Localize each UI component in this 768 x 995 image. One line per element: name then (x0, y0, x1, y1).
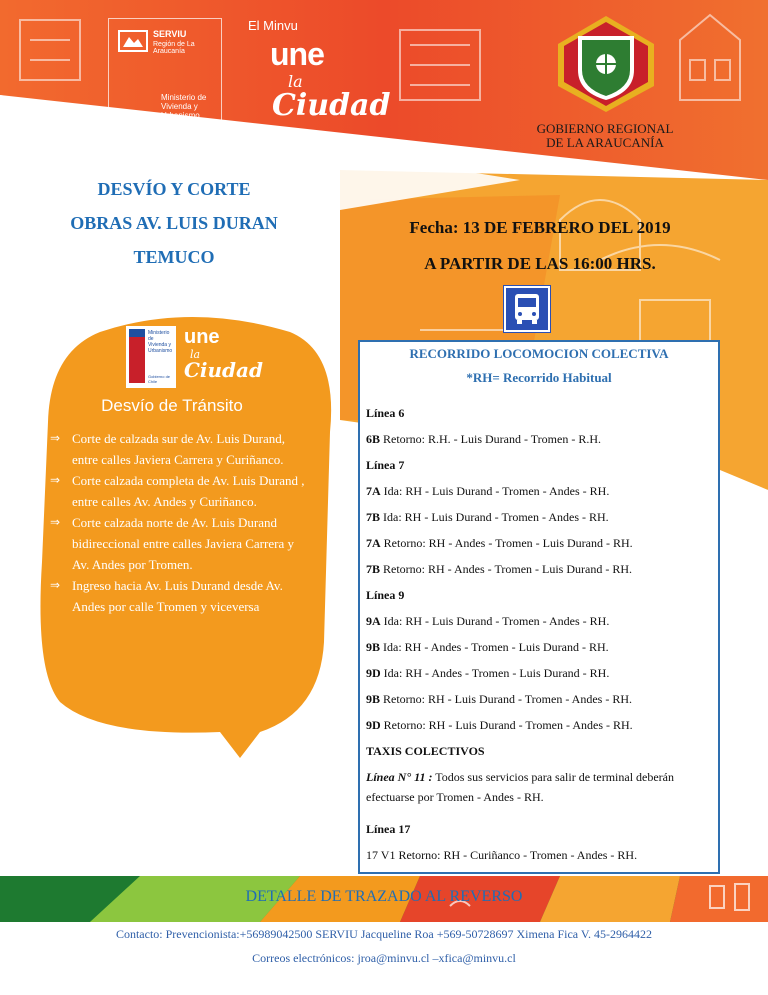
contact-line: Contacto: Prevencionista:+56989042500 SERVIU Jacqueline Roa +569-50728697 Ximena Fica V. 45-2964422 (115, 927, 653, 941)
la-text: la (288, 72, 303, 91)
gobierno-line-2: DE LA ARAUCANÍA (546, 135, 664, 150)
une-text: une (270, 36, 324, 72)
route-group-header: Línea 7 (366, 458, 405, 472)
route-row (366, 426, 712, 452)
route-description: Retorno: RH - Andes - Tromen - Luis Durand - RH. (380, 562, 633, 576)
route-description: Retorno: RH - Luis Durand - Tromen - Andes - RH. (380, 718, 633, 732)
list-item (50, 575, 312, 617)
routes-heading: RECORRIDO LOCOMOCION COLECTIVA (409, 346, 669, 361)
route-description: Ida: RH - Luis Durand - Tromen - Andes - RH. (380, 484, 610, 498)
route-code: 9B (366, 640, 381, 654)
route-row (366, 686, 712, 712)
route-description: Ida: RH - Luis Durand - Tromen - Andes - RH. (380, 510, 609, 524)
route-code: 9A (366, 614, 381, 628)
route-description: Ida: RH - Andes - Tromen - Luis Durand - RH. (380, 666, 610, 680)
route-code: 7B (366, 562, 381, 576)
detour-item-text: Ingreso hacia Av. Luis Durand desde Av. Andes por calle Tromen y viceversa (72, 578, 283, 614)
route-row (366, 634, 712, 660)
gov-badge-text: Gobierno de Chile (148, 374, 171, 384)
route-group-header: TAXIS COLECTIVOS (366, 744, 485, 758)
route-code: 9D (366, 718, 381, 732)
emails-line: Correos electrónicos: jroa@minvu.cl –xfica@minvu.cl (252, 951, 516, 965)
ministry-badge (126, 326, 176, 388)
une-la-ciudad-logo (230, 18, 390, 128)
list-item (50, 428, 312, 470)
detour-item-text: Corte calzada norte de Av. Luis Durand bidireccional entre calles Javiera Carrera y Av. Andes por Tromen. (72, 515, 294, 572)
serviu-logo (108, 18, 222, 125)
detour-item-text: Corte calzada completa de Av. Luis Durand , entre calles Av. Andes y Curiñanco. (72, 473, 305, 509)
arrow-right-icon: ⇒ (50, 515, 61, 529)
route-description: Retorno: RH - Andes - Tromen - Luis Durand - RH. (380, 536, 633, 550)
route-code: 7A (366, 484, 381, 498)
route-row (366, 842, 712, 868)
route-row (366, 660, 712, 686)
bubble-logo (126, 326, 263, 390)
arrow-right-icon: ⇒ (50, 473, 61, 487)
route-row (366, 530, 712, 556)
routes-list (366, 400, 712, 868)
route-description: Ida: RH - Andes - Tromen - Luis Durand - RH. (380, 640, 609, 654)
gobierno-label (520, 122, 690, 150)
gobierno-line-1: GOBIERNO REGIONAL (536, 121, 674, 136)
route-row (366, 504, 712, 530)
serviu-title: SERVIU (153, 29, 187, 39)
date-line: Fecha: 13 DE FEBRERO DEL 2019 (409, 218, 671, 237)
route-code: 6B (366, 432, 381, 446)
list-item (50, 512, 312, 575)
bubble-ciudad: Ciudad (184, 358, 263, 382)
page-title (24, 172, 324, 274)
time-line: A PARTIR DE LAS 16:00 HRS. (424, 254, 656, 273)
bubble-title: Desvío de Tránsito (101, 396, 243, 415)
route-group-header: Línea 17 (366, 822, 411, 836)
araucania-shield-icon (556, 14, 656, 114)
routes-subheading: *RH= Recorrido Habitual (466, 370, 612, 385)
route-row (366, 608, 712, 634)
title-line-1: DESVÍO Y CORTE (97, 179, 251, 199)
route-row (366, 764, 712, 816)
route-description: Retorno: RH - Luis Durand - Tromen - Andes - RH. (380, 692, 633, 706)
route-row (366, 478, 712, 504)
detour-item-text: Corte de calzada sur de Av. Luis Durand, entre calles Javiera Carrera y Curiñanco. (72, 431, 285, 467)
ciudad-text: Ciudad (272, 88, 391, 123)
footer-detail-text: DETALLE DE TRAZADO AL REVERSO (245, 888, 523, 905)
route-row (366, 712, 712, 738)
serviu-emblem-icon (117, 27, 149, 57)
route-description: Ida: RH - Luis Durand - Tromen - Andes - RH. (380, 614, 610, 628)
route-group-header: Línea 6 (366, 406, 405, 420)
title-line-2: OBRAS AV. LUIS DURAN (70, 213, 278, 233)
routes-box (358, 340, 720, 874)
title-line-3: TEMUCO (133, 247, 215, 267)
route-row (366, 556, 712, 582)
arrow-right-icon: ⇒ (50, 578, 61, 592)
list-item (50, 470, 312, 512)
schedule-box (340, 210, 740, 290)
bubble-la: la (190, 348, 201, 361)
serviu-region: Región de La Araucanía (153, 41, 195, 55)
bubble-une: une (184, 326, 220, 348)
ministry-badge-text: Ministerio de Vivienda y Urbanismo (148, 330, 173, 354)
route-group-header: Línea 9 (366, 588, 405, 602)
route-description: Retorno: R.H. - Luis Durand - Tromen - R.H. (380, 432, 602, 446)
detour-list (50, 428, 312, 617)
route-code: 7B (366, 510, 381, 524)
route-description: Todos sus servicios para salir de terminal deberán efectuarse por Tromen - Andes - RH. (366, 770, 675, 804)
arrow-right-icon: ⇒ (50, 431, 61, 445)
route-code: 9B (366, 692, 381, 706)
route-code: Línea N° 11 : (366, 770, 433, 784)
minvu-prefix: El Minvu (248, 18, 298, 33)
route-description: 17 V1 Retorno: RH - Curiñanco - Tromen - Andes - RH. (366, 848, 638, 862)
ministry-label: Ministerio de Vivienda y Urbanismo (161, 93, 207, 120)
gobierno-regional-logo (520, 14, 690, 154)
bus-icon (504, 286, 550, 332)
route-code: 7A (366, 536, 381, 550)
route-code: 9D (366, 666, 381, 680)
